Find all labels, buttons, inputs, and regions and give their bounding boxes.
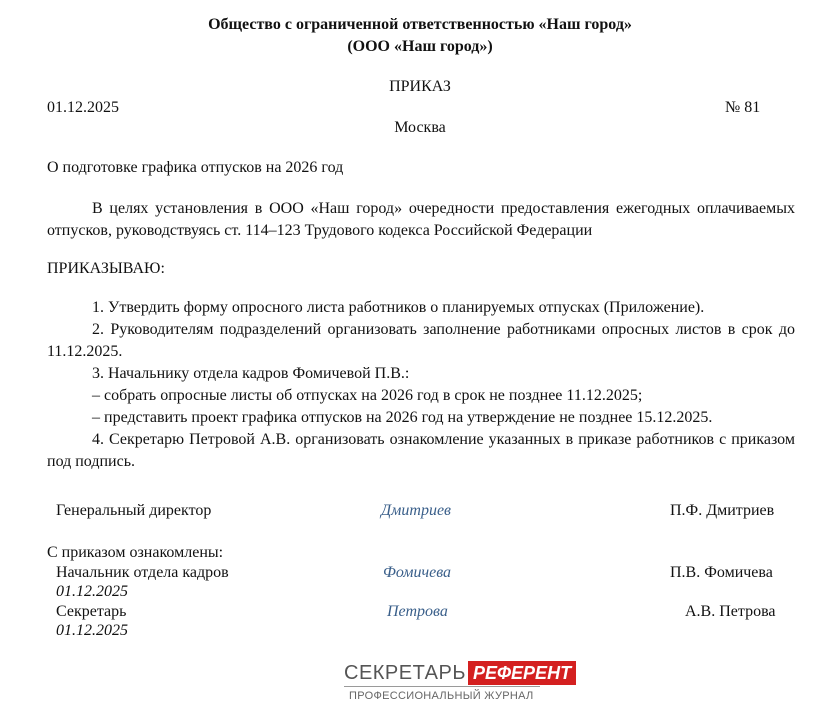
acknowledged-label: С приказом ознакомлены:: [47, 544, 224, 561]
logo-divider: [344, 686, 540, 687]
order-subject: О подготовке графика отпусков на 2026 год: [47, 159, 344, 176]
hr-signature: Фомичева: [383, 564, 452, 581]
secretary-name: А.В. Петрова: [685, 603, 776, 620]
order-city: Москва: [394, 119, 446, 136]
order-word: ПРИКАЗЫВАЮ:: [47, 260, 165, 277]
logo-subtitle: ПРОФЕССИОНАЛЬНЫЙ ЖУРНАЛ: [349, 690, 534, 702]
secretary-ack-date: 01.12.2025: [56, 622, 128, 639]
order-number: № 81: [725, 99, 761, 116]
secretary-position: Секретарь: [56, 603, 127, 620]
order-item-2: 2. Руководителям подразделений организовать заполнение работниками опросных листов в срок до 11.12.2025.: [47, 321, 795, 360]
order-item-1: 1. Утвердить форму опросного листа работников о планируемых отпусках (Приложение).: [92, 299, 705, 316]
logo-word-secretary: СЕКРЕТАРЬ: [344, 662, 466, 684]
document-type: ПРИКАЗ: [389, 78, 451, 95]
order-item-4: 4. Секретарю Петровой А.В. организовать ознакомление указанных в приказе работников с приказом под подпись.: [47, 431, 795, 470]
organization-short-name: (ООО «Наш город»): [347, 38, 493, 55]
order-item-3: 3. Начальнику отдела кадров Фомичевой П.В.:: [92, 365, 410, 382]
hr-name: П.В. Фомичева: [670, 564, 773, 581]
organization-name: Общество с ограниченной ответственностью «Наш город»: [208, 16, 632, 33]
preamble: В целях установления в ООО «Наш город» очередности предоставления ежегодных оплачиваемых отпусков, руководствуясь ст. 114–123 Трудового кодекса Российской Федерации: [47, 200, 795, 239]
order-items: [47, 297, 795, 473]
director-signature: Дмитриев: [381, 502, 451, 519]
secretary-signature: Петрова: [387, 603, 448, 620]
order-item-3a: – собрать опросные листы об отпусках на 2026 год в срок не позднее 11.12.2025;: [92, 387, 643, 404]
hr-position: Начальник отдела кадров: [56, 564, 229, 581]
journal-logo: [344, 661, 576, 685]
order-date: 01.12.2025: [47, 99, 119, 116]
order-item-3b: – представить проект графика отпусков на 2026 год на утверждение не позднее 15.12.2025.: [92, 409, 713, 426]
director-position: Генеральный директор: [56, 502, 212, 519]
director-name: П.Ф. Дмитриев: [670, 502, 775, 519]
hr-ack-date: 01.12.2025: [56, 583, 128, 600]
logo-word-referent: РЕФЕРЕНТ: [468, 661, 576, 685]
